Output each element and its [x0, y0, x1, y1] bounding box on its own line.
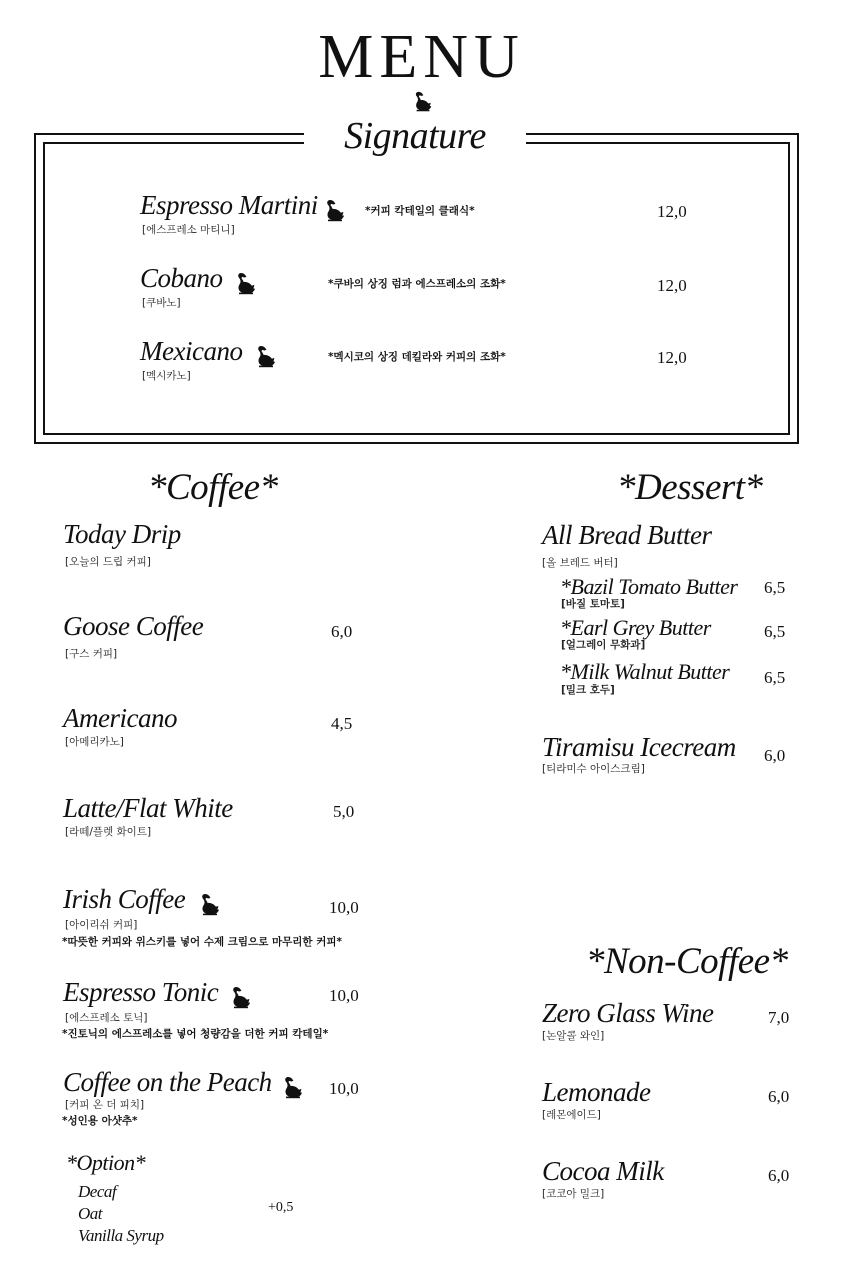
- item-korean-name: [라떼/플렛 화이트]: [65, 826, 152, 838]
- item-price: 6,0: [768, 1166, 790, 1185]
- item-korean-name: [논알콜 와인]: [542, 1030, 605, 1042]
- item-price: 12,0: [657, 202, 687, 221]
- item-name: Tiramisu Icecream: [542, 732, 736, 762]
- item-korean-name: [바질 토마토]: [561, 598, 625, 610]
- item-description: *진토닉의 에스프레소를 넣어 청량감을 더한 커피 칵테일*: [62, 1028, 329, 1040]
- item-name: *Bazil Tomato Butter: [560, 574, 738, 599]
- item-name: *Earl Grey Butter: [560, 615, 711, 640]
- item-name: Cobano: [140, 263, 223, 293]
- goose-icon: [254, 344, 278, 368]
- goose-icon: [323, 198, 347, 222]
- goose-icon: [229, 985, 253, 1009]
- item-price: 5,0: [333, 802, 355, 821]
- item-description: *쿠바의 상징 럼과 에스프레소의 조화*: [328, 278, 506, 290]
- coffee-item: [63, 977, 253, 1009]
- option-item: Oat: [78, 1204, 102, 1223]
- item-description: *커피 칵테일의 클래식*: [365, 205, 475, 217]
- item-korean-name: [티라미수 아이스크림]: [542, 763, 645, 775]
- menu-title: MENU: [318, 23, 525, 91]
- item-price: 10,0: [329, 986, 359, 1005]
- goose-icon: [281, 1075, 305, 1099]
- item-price: 6,5: [764, 668, 786, 687]
- coffee-item: [63, 1067, 305, 1099]
- item-korean-name: [코코아 밀크]: [542, 1188, 605, 1200]
- option-item: Decaf: [78, 1182, 117, 1201]
- item-name: Goose Coffee: [63, 611, 204, 641]
- item-korean-name: [멕시카노]: [142, 370, 191, 382]
- item-description: *멕시코의 상징 데킬라와 커피의 조화*: [328, 351, 506, 363]
- item-price: 12,0: [657, 276, 687, 295]
- item-price: 4,5: [331, 714, 353, 733]
- item-price: 6,0: [768, 1087, 790, 1106]
- item-korean-name: [밀크 호두]: [561, 684, 615, 696]
- item-korean-name: [아메리카노]: [65, 736, 124, 748]
- item-korean-name: [올 브레드 버터]: [542, 557, 618, 569]
- item-name: Cocoa Milk: [542, 1156, 664, 1186]
- item-price: 7,0: [768, 1008, 790, 1027]
- item-korean-name: [커피 온 더 피치]: [65, 1099, 145, 1111]
- item-korean-name: [얼그레이 무화과]: [561, 639, 646, 651]
- item-korean-name: [아이리쉬 커피]: [65, 919, 138, 931]
- item-name: Mexicano: [140, 336, 243, 366]
- item-korean-name: [구스 커피]: [65, 648, 118, 660]
- goose-icon: [234, 271, 258, 295]
- option-item: Vanilla Syrup: [78, 1226, 164, 1245]
- item-name: Irish Coffee: [63, 884, 186, 914]
- signature-item: [140, 190, 347, 222]
- item-price: 6,0: [764, 746, 786, 765]
- coffee-item: [63, 884, 222, 916]
- item-name: *Milk Walnut Butter: [560, 659, 730, 684]
- signature-item: [140, 336, 278, 368]
- item-name: Latte/Flat White: [63, 793, 233, 823]
- item-korean-name: [레몬에이드]: [542, 1109, 601, 1121]
- goose-icon: [198, 892, 222, 916]
- item-korean-name: [오늘의 드립 커피]: [65, 556, 151, 568]
- item-price: 6,5: [764, 622, 786, 641]
- item-price: 6,0: [331, 622, 353, 641]
- signature-heading: Signature: [344, 115, 486, 157]
- item-korean-name: [에스프레소 토닉]: [65, 1012, 148, 1024]
- item-name: Lemonade: [542, 1077, 651, 1107]
- item-korean-name: [쿠바노]: [142, 297, 181, 309]
- item-description: *따뜻한 커피와 위스키를 넣어 수제 크림으로 마무리한 커피*: [62, 936, 343, 948]
- item-name: Zero Glass Wine: [542, 998, 714, 1028]
- item-name: All Bread Butter: [542, 520, 712, 550]
- goose-icon: [412, 90, 434, 112]
- signature-item: [140, 263, 258, 295]
- item-price: 12,0: [657, 348, 687, 367]
- option-price: +0,5: [268, 1200, 294, 1215]
- item-price: 10,0: [329, 898, 359, 917]
- item-name: Espresso Martini: [140, 190, 318, 220]
- item-korean-name: [에스프레소 마티니]: [142, 224, 235, 236]
- option-heading: *Option*: [66, 1150, 146, 1175]
- item-name: Today Drip: [63, 519, 181, 549]
- item-price: 10,0: [329, 1079, 359, 1098]
- item-name: Coffee on the Peach: [63, 1067, 272, 1097]
- item-description: *성인용 아샷추*: [62, 1115, 138, 1127]
- item-name: Americano: [63, 703, 177, 733]
- noncoffee-heading: *Non-Coffee*: [586, 941, 788, 982]
- item-price: 6,5: [764, 578, 786, 597]
- item-name: Espresso Tonic: [63, 977, 219, 1007]
- dessert-heading: *Dessert*: [617, 467, 763, 508]
- coffee-heading: *Coffee*: [148, 467, 278, 508]
